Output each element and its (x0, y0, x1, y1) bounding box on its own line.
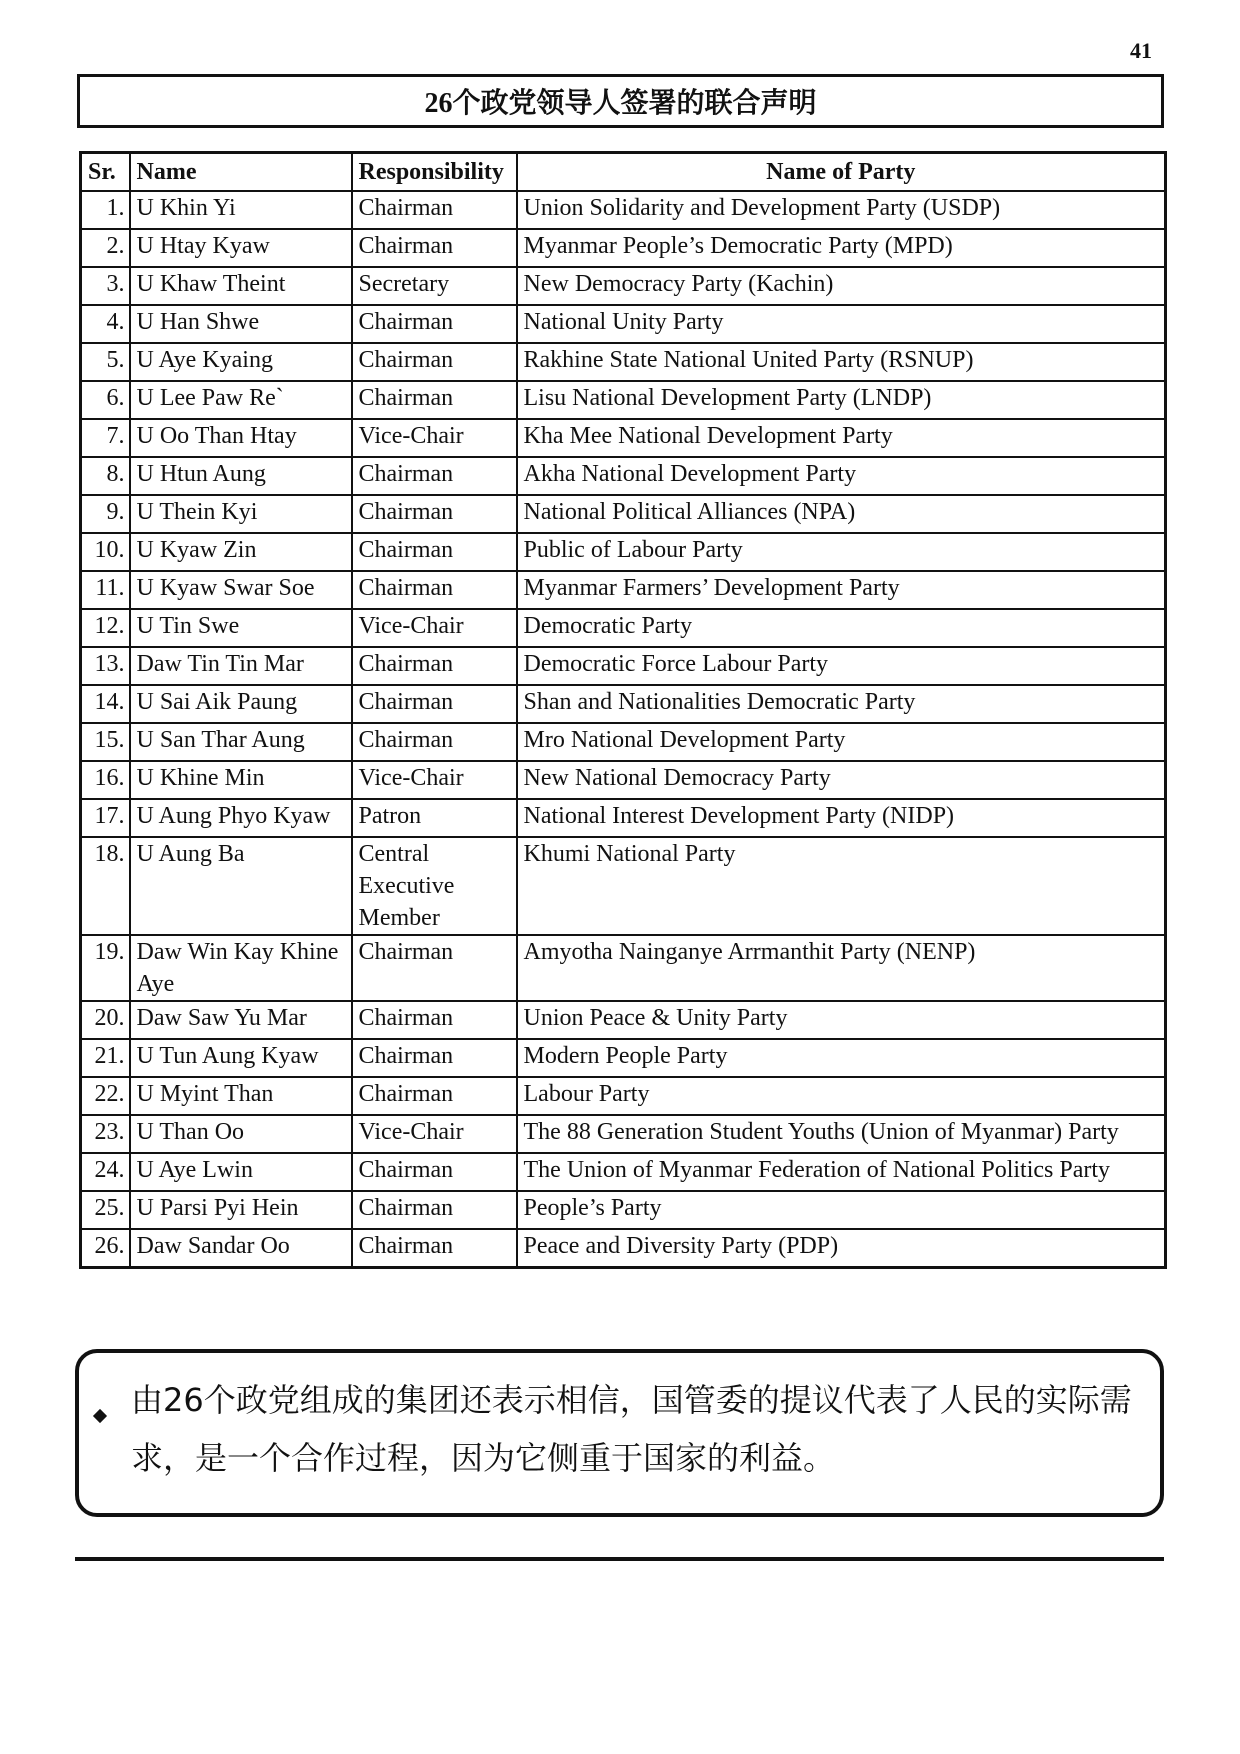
cell-responsibility: Chairman (352, 935, 517, 1001)
cell-sr: 20. (81, 1001, 130, 1039)
cell-name: Daw Win Kay Khine Aye (130, 935, 352, 1001)
cell-party: New National Democracy Party (517, 761, 1166, 799)
cell-name: U Htay Kyaw (130, 229, 352, 267)
cell-party: Amyotha Nainganye Arrmanthit Party (NENP) (517, 935, 1166, 1001)
cell-party: Democratic Party (517, 609, 1166, 647)
header-sr: Sr. (81, 153, 130, 192)
cell-sr: 17. (81, 799, 130, 837)
cell-party: Akha National Development Party (517, 457, 1166, 495)
cell-responsibility: Chairman (352, 571, 517, 609)
cell-party: Peace and Diversity Party (PDP) (517, 1229, 1166, 1268)
cell-party: Khumi National Party (517, 837, 1166, 935)
table-row (81, 343, 1166, 381)
cell-sr: 23. (81, 1115, 130, 1153)
table-row (81, 647, 1166, 685)
cell-responsibility: Chairman (352, 1077, 517, 1115)
cell-party: Union Peace & Unity Party (517, 1001, 1166, 1039)
cell-sr: 5. (81, 343, 130, 381)
cell-name: U Lee Paw Re` (130, 381, 352, 419)
cell-name: U San Thar Aung (130, 723, 352, 761)
cell-responsibility: Vice-Chair (352, 609, 517, 647)
cell-party: Shan and Nationalities Democratic Party (517, 685, 1166, 723)
cell-responsibility: Chairman (352, 457, 517, 495)
cell-responsibility: Chairman (352, 1191, 517, 1229)
table-row (81, 1229, 1166, 1268)
cell-name: U Aye Lwin (130, 1153, 352, 1191)
cell-responsibility: Chairman (352, 533, 517, 571)
party-leaders-table (79, 151, 1167, 1269)
table-row (81, 1191, 1166, 1229)
cell-responsibility: Vice-Chair (352, 419, 517, 457)
table-row (81, 571, 1166, 609)
cell-name: U Sai Aik Paung (130, 685, 352, 723)
note-text: 由26个政党组成的集团还表示相信，国管委的提议代表了人民的实际需求，是一个合作过程，因为它侧重于国家的利益。 (131, 1381, 1132, 1477)
bottom-divider (75, 1557, 1164, 1561)
cell-name: U Aung Phyo Kyaw (130, 799, 352, 837)
cell-party: New Democracy Party (Kachin) (517, 267, 1166, 305)
table-row (81, 1153, 1166, 1191)
cell-name: U Khaw Theint (130, 267, 352, 305)
cell-party: Democratic Force Labour Party (517, 647, 1166, 685)
cell-party: Lisu National Development Party (LNDP) (517, 381, 1166, 419)
cell-party: Myanmar Farmers’ Development Party (517, 571, 1166, 609)
cell-sr: 1. (81, 191, 130, 229)
table-row (81, 1001, 1166, 1039)
cell-responsibility: Chairman (352, 723, 517, 761)
cell-sr: 22. (81, 1077, 130, 1115)
cell-responsibility: Chairman (352, 343, 517, 381)
cell-name: U Thein Kyi (130, 495, 352, 533)
cell-sr: 14. (81, 685, 130, 723)
note-box (75, 1349, 1164, 1517)
table-row (81, 685, 1166, 723)
cell-responsibility: Chairman (352, 229, 517, 267)
cell-sr: 25. (81, 1191, 130, 1229)
cell-responsibility: Chairman (352, 495, 517, 533)
cell-responsibility: Central Executive Member (352, 837, 517, 935)
cell-name: U Myint Than (130, 1077, 352, 1115)
cell-party: Rakhine State National United Party (RSNUP) (517, 343, 1166, 381)
cell-sr: 21. (81, 1039, 130, 1077)
cell-party: Labour Party (517, 1077, 1166, 1115)
table-row (81, 191, 1166, 229)
cell-name: Daw Sandar Oo (130, 1229, 352, 1268)
cell-sr: 24. (81, 1153, 130, 1191)
table-row (81, 305, 1166, 343)
table-header-row (81, 153, 1166, 192)
header-responsibility: Responsibility (352, 153, 517, 192)
header-party: Name of Party (517, 153, 1166, 192)
table-row (81, 267, 1166, 305)
cell-name: Daw Tin Tin Mar (130, 647, 352, 685)
cell-responsibility: Chairman (352, 191, 517, 229)
table-row (81, 1115, 1166, 1153)
cell-sr: 16. (81, 761, 130, 799)
cell-responsibility: Chairman (352, 647, 517, 685)
cell-sr: 11. (81, 571, 130, 609)
table-row (81, 381, 1166, 419)
cell-sr: 15. (81, 723, 130, 761)
cell-name: U Khin Yi (130, 191, 352, 229)
cell-sr: 10. (81, 533, 130, 571)
table-row (81, 229, 1166, 267)
table-row (81, 457, 1166, 495)
cell-sr: 3. (81, 267, 130, 305)
cell-party: People’s Party (517, 1191, 1166, 1229)
table-row (81, 837, 1166, 935)
cell-responsibility: Chairman (352, 685, 517, 723)
table-row (81, 495, 1166, 533)
cell-party: Public of Labour Party (517, 533, 1166, 571)
cell-name: U Tin Swe (130, 609, 352, 647)
cell-sr: 4. (81, 305, 130, 343)
cell-sr: 18. (81, 837, 130, 935)
cell-responsibility: Patron (352, 799, 517, 837)
cell-name: U Htun Aung (130, 457, 352, 495)
cell-party: Myanmar People’s Democratic Party (MPD) (517, 229, 1166, 267)
table-body (81, 191, 1166, 1268)
cell-responsibility: Chairman (352, 1001, 517, 1039)
cell-responsibility: Chairman (352, 305, 517, 343)
table-row (81, 419, 1166, 457)
table-row (81, 761, 1166, 799)
table-row (81, 935, 1166, 1001)
cell-responsibility: Chairman (352, 381, 517, 419)
cell-sr: 6. (81, 381, 130, 419)
cell-responsibility: Vice-Chair (352, 761, 517, 799)
cell-name: U Han Shwe (130, 305, 352, 343)
cell-name: U Khine Min (130, 761, 352, 799)
cell-responsibility: Chairman (352, 1229, 517, 1268)
cell-party: Modern People Party (517, 1039, 1166, 1077)
cell-responsibility: Chairman (352, 1153, 517, 1191)
table-row (81, 723, 1166, 761)
table-row (81, 799, 1166, 837)
cell-sr: 9. (81, 495, 130, 533)
page-number: 41 (1130, 38, 1152, 63)
cell-name: U Aung Ba (130, 837, 352, 935)
cell-sr: 26. (81, 1229, 130, 1268)
cell-name: U Tun Aung Kyaw (130, 1039, 352, 1077)
header-name: Name (130, 153, 352, 192)
table-row (81, 1077, 1166, 1115)
cell-party: Kha Mee National Development Party (517, 419, 1166, 457)
cell-name: U Kyaw Swar Soe (130, 571, 352, 609)
cell-party: National Unity Party (517, 305, 1166, 343)
cell-party: National Political Alliances (NPA) (517, 495, 1166, 533)
table-row (81, 1039, 1166, 1077)
cell-party: National Interest Development Party (NIDP) (517, 799, 1166, 837)
cell-sr: 13. (81, 647, 130, 685)
cell-responsibility: Chairman (352, 1039, 517, 1077)
diamond-bullet-icon (93, 1409, 107, 1423)
table-row (81, 609, 1166, 647)
document-title-box (77, 74, 1164, 128)
cell-responsibility: Secretary (352, 267, 517, 305)
cell-name: U Than Oo (130, 1115, 352, 1153)
cell-name: U Aye Kyaing (130, 343, 352, 381)
document-title: 26个政党领导人签署的联合声明 (424, 88, 817, 119)
cell-name: U Kyaw Zin (130, 533, 352, 571)
cell-name: U Parsi Pyi Hein (130, 1191, 352, 1229)
cell-sr: 2. (81, 229, 130, 267)
cell-responsibility: Vice-Chair (352, 1115, 517, 1153)
cell-party: Mro National Development Party (517, 723, 1166, 761)
cell-sr: 19. (81, 935, 130, 1001)
cell-name: Daw Saw Yu Mar (130, 1001, 352, 1039)
cell-sr: 8. (81, 457, 130, 495)
cell-sr: 12. (81, 609, 130, 647)
cell-name: U Oo Than Htay (130, 419, 352, 457)
cell-party: Union Solidarity and Development Party (USDP) (517, 191, 1166, 229)
cell-party: The 88 Generation Student Youths (Union of Myanmar) Party (517, 1115, 1166, 1153)
table-row (81, 533, 1166, 571)
cell-sr: 7. (81, 419, 130, 457)
cell-party: The Union of Myanmar Federation of National Politics Party (517, 1153, 1166, 1191)
